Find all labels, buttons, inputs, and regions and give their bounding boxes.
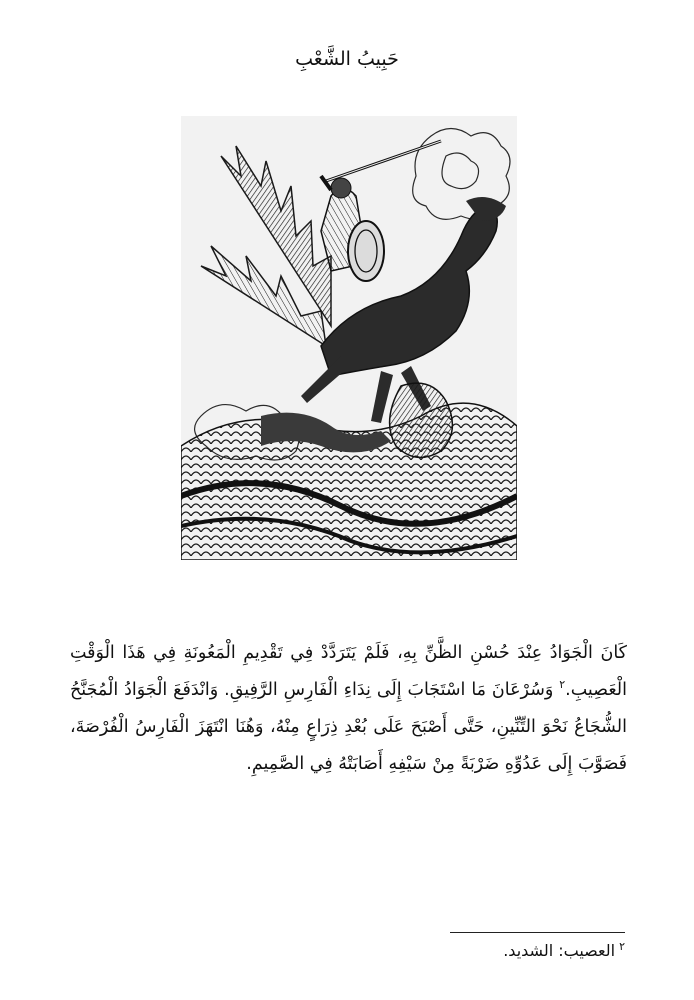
page-title: حَبِيبُ الشَّعْبِ <box>295 48 399 70</box>
footnote-text: العصيب: الشديد. <box>503 941 616 960</box>
knight-dragon-illustration <box>181 116 517 560</box>
footnote-reference[interactable]: ٢ <box>559 678 566 692</box>
paragraph-text-part1: كَانَ الْجَوَادُ عِنْدَ حُسْنِ الظَّنِّ بِهِ، فَلَمْ يَتَرَدَّدْ فِي تَقْدِيمِ الْمَعُونَةِ فِي هَذَا الْوَقْتِ الْعَصِيبِ. <box>70 643 627 700</box>
footnote-divider <box>450 932 625 933</box>
engraving-drawing <box>181 116 517 560</box>
paragraph-text-part2: وَسُرْعَانَ مَا اسْتَجَابَ إِلَى نِدَاءِ الْفَارِسِ الرَّفِيقِ. وَانْدَفَعَ الْجَوَادُ الْمُجَنَّحُ الشُّجَاعُ نَحْوَ التِّنِّينِ، حَتَّى أَصْبَحَ عَلَى بُعْدِ ذِرَاعٍ مِنْهُ، وَهُنَا انْتَهَزَ الْفَارِسُ الْفُرْصَةَ، فَصَوَّبَ إِلَى عَدُوِّهِ ضَرْبَةً مِنْ سَيْفِهِ أَصَابَتْهُ فِي الصَّمِيمِ. <box>70 680 627 774</box>
footnote <box>300 938 625 964</box>
story-paragraph <box>70 635 627 783</box>
footnote-number: ٢ <box>619 939 625 953</box>
